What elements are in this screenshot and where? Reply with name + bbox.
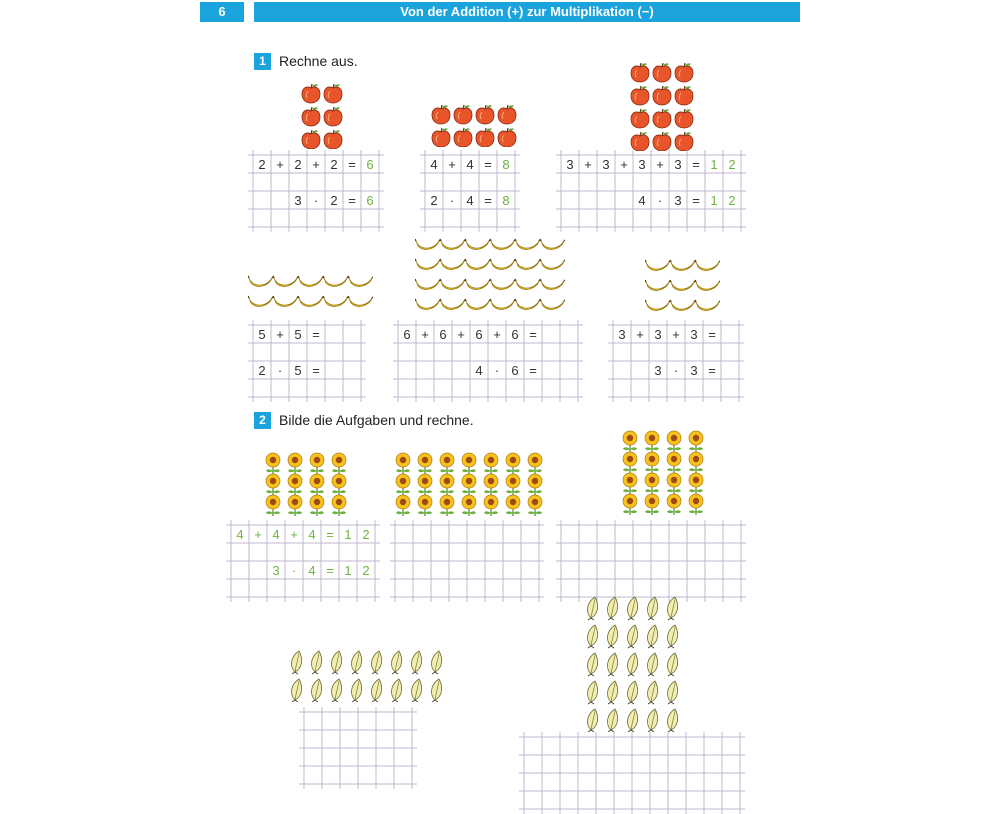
apple-icon [454, 128, 472, 147]
task-1-exercise-1-line1-cell: = [348, 157, 356, 172]
apple-icon [302, 84, 320, 103]
task-1-exercise-6-picture [645, 257, 720, 312]
apple-icon [302, 130, 320, 149]
flower-icon [266, 474, 280, 495]
flower-icon [645, 452, 659, 473]
task-1-exercise-1-line1-cell: + [312, 157, 320, 172]
leaf-icon [668, 709, 678, 732]
task-1-exercise-6-line1-cell: 3 [690, 327, 698, 342]
leaf-icon [412, 679, 422, 702]
apple-icon [653, 63, 671, 82]
flower-icon [332, 453, 346, 474]
flower-icon [645, 494, 659, 515]
leaf-icon [628, 653, 638, 676]
leaf-icon [628, 681, 638, 704]
task-1-exercise-1-picture [301, 83, 343, 149]
task-1-exercise-5-line2-cell: = [529, 363, 537, 378]
flower-icon [332, 495, 346, 516]
flower-icon [440, 453, 454, 474]
task-1-exercise-2-line2-cell: 8 [502, 193, 510, 208]
task-1-exercise-3-line1-cell: 3 [638, 157, 646, 172]
banana-icon [465, 279, 490, 289]
task-1-exercise-4-line2-cell: 2 [258, 363, 266, 378]
flower-icon [418, 474, 432, 495]
task-1-exercise-2-line2-cell: 2 [430, 193, 438, 208]
banana-icon [415, 299, 440, 309]
leaf-icon [392, 651, 402, 674]
banana-icon [298, 276, 323, 286]
banana-icon [273, 276, 298, 286]
task-2-exercise-1-line1-cell: + [290, 527, 298, 542]
task-2-exercise-1-line2-cell: 3 [272, 563, 280, 578]
banana-icon [515, 299, 540, 309]
banana-icon [645, 280, 670, 290]
task-1-exercise-5-line1-cell: + [493, 327, 501, 342]
apple-icon [653, 109, 671, 128]
task-2-exercise-1-line2-cell: 4 [308, 563, 316, 578]
task-1-exercise-5-line1-cell: 6 [439, 327, 447, 342]
task-1-exercise-3-line2-cell: = [692, 193, 700, 208]
task-1-exercise-3-line1-cell: + [656, 157, 664, 172]
task-2-exercise-1-line2-cell: · [291, 563, 297, 578]
leaf-icon [588, 625, 598, 648]
leaf-icon [312, 651, 322, 674]
leaf-icon [668, 653, 678, 676]
task-1-exercise-3-line1-cell: 3 [602, 157, 610, 172]
flower-icon [623, 452, 637, 473]
leaf-icon [432, 651, 442, 674]
flower-icon [528, 474, 542, 495]
page-title: Von der Addition (+) zur Multiplikation (−) [254, 2, 800, 22]
flower-icon [332, 474, 346, 495]
leaf-icon [648, 653, 658, 676]
task-2-number: 2 [254, 412, 271, 429]
apple-icon [302, 107, 320, 126]
task-1-exercise-3-line1-cell: 3 [674, 157, 682, 172]
task-1-exercise-1-line2-cell: · [313, 193, 319, 208]
task-2-exercise-1-line1-cell: = [326, 527, 334, 542]
apple-icon [675, 109, 693, 128]
apple-icon [631, 109, 649, 128]
leaf-icon [312, 679, 322, 702]
task-1-exercise-1-line1-cell: 2 [330, 157, 338, 172]
task-2-exercise-1-line2-cell: 2 [362, 563, 370, 578]
task-2-exercise-4-picture [289, 650, 445, 702]
flower-icon [440, 495, 454, 516]
leaf-icon [608, 653, 618, 676]
apple-icon [324, 107, 342, 126]
task-2-exercise-5-grid [519, 732, 745, 814]
task-2-exercise-4-grid [299, 707, 417, 789]
flower-icon [440, 474, 454, 495]
flower-icon [667, 452, 681, 473]
banana-icon [440, 299, 465, 309]
task-1-exercise-3-line1-cell: 2 [728, 157, 736, 172]
leaf-icon [392, 679, 402, 702]
flower-icon [506, 453, 520, 474]
apple-icon [476, 128, 494, 147]
banana-icon [645, 260, 670, 270]
leaf-icon [352, 679, 362, 702]
flower-icon [462, 453, 476, 474]
task-1-exercise-2-line2-cell: · [449, 193, 455, 208]
apple-icon [675, 63, 693, 82]
flower-icon [528, 453, 542, 474]
banana-icon [540, 299, 565, 309]
banana-icon [490, 299, 515, 309]
task-1-exercise-5-line1-cell: + [421, 327, 429, 342]
banana-icon [440, 279, 465, 289]
leaf-icon [608, 709, 618, 732]
task-2-exercise-5-picture [585, 596, 681, 732]
task-2-instruction: Bilde die Aufgaben und rechne. [279, 412, 474, 428]
banana-icon [695, 300, 720, 310]
flower-icon [506, 474, 520, 495]
leaf-icon [608, 681, 618, 704]
apple-icon [476, 105, 494, 124]
task-1-exercise-4-line1-cell: = [312, 327, 320, 342]
banana-icon [645, 300, 670, 310]
banana-icon [490, 279, 515, 289]
leaf-icon [648, 625, 658, 648]
banana-icon [348, 276, 373, 286]
flower-icon [266, 495, 280, 516]
banana-icon [440, 239, 465, 249]
banana-icon [465, 299, 490, 309]
leaf-icon [628, 597, 638, 620]
task-1-exercise-5-picture [415, 236, 565, 311]
task-1-exercise-1-line2-cell: = [348, 193, 356, 208]
task-1-exercise-1-line1-cell: 2 [294, 157, 302, 172]
leaf-icon [372, 651, 382, 674]
task-1-exercise-6-line2-cell: 3 [654, 363, 662, 378]
flower-icon [418, 453, 432, 474]
banana-icon [348, 296, 373, 306]
apple-icon [432, 128, 450, 147]
flower-icon [266, 453, 280, 474]
task-2-exercise-2-grid [390, 520, 544, 602]
flower-icon [288, 495, 302, 516]
flower-icon [418, 495, 432, 516]
task-1-exercise-3-line2-cell: 2 [728, 193, 736, 208]
task-1-exercise-5-line2-cell: · [494, 363, 500, 378]
banana-icon [540, 259, 565, 269]
flower-icon [310, 495, 324, 516]
task-1-exercise-5-line1-cell: + [457, 327, 465, 342]
apple-icon [631, 63, 649, 82]
task-2-exercise-1-picture [263, 452, 349, 516]
apple-icon [498, 128, 516, 147]
task-1-exercise-3-picture [630, 62, 694, 151]
task-1-exercise-3-line2-cell: · [657, 193, 663, 208]
flower-icon [645, 473, 659, 494]
flower-icon [462, 495, 476, 516]
task-1-exercise-4-line1-cell: 5 [258, 327, 266, 342]
apple-icon [324, 130, 342, 149]
task-1-exercise-2-line1-cell: 4 [466, 157, 474, 172]
task-2-exercise-1-line1-cell: 1 [344, 527, 352, 542]
task-1-exercise-4-picture [248, 273, 373, 308]
apple-icon [653, 132, 671, 151]
flower-icon [623, 431, 637, 452]
flower-icon [288, 474, 302, 495]
task-1-exercise-2-line2-cell: = [484, 193, 492, 208]
banana-icon [695, 260, 720, 270]
leaf-icon [648, 681, 658, 704]
task-1-exercise-2-picture [431, 104, 517, 147]
task-1-exercise-6-line2-cell: = [708, 363, 716, 378]
banana-icon [540, 239, 565, 249]
task-1-exercise-3-line1-cell: 1 [710, 157, 718, 172]
flower-icon [462, 474, 476, 495]
task-1-exercise-1-line2-cell: 2 [330, 193, 338, 208]
apple-icon [675, 132, 693, 151]
leaf-icon [588, 653, 598, 676]
banana-icon [273, 296, 298, 306]
apple-icon [498, 105, 516, 124]
flower-icon [645, 431, 659, 452]
task-1-exercise-5-line1-cell: 6 [511, 327, 519, 342]
task-2-exercise-1-line2-cell: 1 [344, 563, 352, 578]
banana-icon [670, 260, 695, 270]
banana-icon [415, 259, 440, 269]
flower-icon [484, 474, 498, 495]
flower-icon [310, 474, 324, 495]
task-1-exercise-6-line1-cell: + [636, 327, 644, 342]
task-1-exercise-3-line2-cell: 1 [710, 193, 718, 208]
task-1-exercise-5-line1-cell: 6 [403, 327, 411, 342]
task-1-exercise-1-line1-cell: 6 [366, 157, 374, 172]
task-2-exercise-1-line2-cell: = [326, 563, 334, 578]
apple-icon [631, 86, 649, 105]
task-1-exercise-6-line1-cell: 3 [654, 327, 662, 342]
flower-icon [667, 473, 681, 494]
task-1-exercise-1-line2-cell: 6 [366, 193, 374, 208]
task-2-exercise-1-line1-cell: 4 [308, 527, 316, 542]
task-1-exercise-2-line2-cell: 4 [466, 193, 474, 208]
task-1-exercise-6-line1-cell: = [708, 327, 716, 342]
task-1-exercise-3-line2-cell: 4 [638, 193, 646, 208]
flower-icon [667, 494, 681, 515]
banana-icon [490, 239, 515, 249]
banana-icon [248, 276, 273, 286]
leaf-icon [292, 679, 302, 702]
task-1-exercise-3-line1-cell: 3 [566, 157, 574, 172]
task-1-exercise-5-line2-cell: 4 [475, 363, 483, 378]
task-2-exercise-3-grid [556, 520, 746, 602]
flower-icon [623, 494, 637, 515]
flower-icon [396, 495, 410, 516]
task-1-number: 1 [254, 53, 271, 70]
flower-icon [506, 495, 520, 516]
leaf-icon [648, 597, 658, 620]
leaf-icon [648, 709, 658, 732]
leaf-icon [588, 597, 598, 620]
task-1-exercise-2-line1-cell: 8 [502, 157, 510, 172]
flower-icon [623, 473, 637, 494]
task-2-exercise-1-line1-cell: 4 [236, 527, 244, 542]
task-2-exercise-3-picture [620, 430, 706, 515]
leaf-icon [628, 709, 638, 732]
flower-icon [484, 453, 498, 474]
task-1-exercise-4-line1-cell: 5 [294, 327, 302, 342]
banana-icon [670, 280, 695, 290]
task-1-exercise-2-line1-cell: + [448, 157, 456, 172]
task-1-exercise-3-line1-cell: + [620, 157, 628, 172]
leaf-icon [608, 625, 618, 648]
task-1-exercise-4-line2-cell: 5 [294, 363, 302, 378]
banana-icon [695, 280, 720, 290]
apple-icon [675, 86, 693, 105]
apple-icon [324, 84, 342, 103]
task-1-exercise-6-line1-cell: + [672, 327, 680, 342]
leaf-icon [412, 651, 422, 674]
task-1-exercise-6-line1-cell: 3 [618, 327, 626, 342]
flower-icon [689, 431, 703, 452]
task-1-exercise-2-line1-cell: = [484, 157, 492, 172]
task-1-exercise-5-line1-cell: = [529, 327, 537, 342]
banana-icon [415, 239, 440, 249]
banana-icon [515, 259, 540, 269]
flower-icon [689, 494, 703, 515]
leaf-icon [432, 679, 442, 702]
flower-icon [689, 473, 703, 494]
banana-icon [490, 259, 515, 269]
leaf-icon [332, 679, 342, 702]
leaf-icon [352, 651, 362, 674]
task-1-exercise-1-line2-cell: 3 [294, 193, 302, 208]
leaf-icon [668, 625, 678, 648]
task-1-exercise-5-line2-cell: 6 [511, 363, 519, 378]
flower-icon [396, 474, 410, 495]
task-2-exercise-2-picture [393, 452, 545, 516]
task-2-exercise-1-line1-cell: + [254, 527, 262, 542]
banana-icon [298, 296, 323, 306]
leaf-icon [668, 597, 678, 620]
banana-icon [323, 276, 348, 286]
apple-icon [653, 86, 671, 105]
banana-icon [515, 239, 540, 249]
task-1-exercise-1-line1-cell: + [276, 157, 284, 172]
task-2-exercise-1-line1-cell: 2 [362, 527, 370, 542]
task-1-exercise-4-line2-cell: · [277, 363, 283, 378]
apple-icon [432, 105, 450, 124]
leaf-icon [292, 651, 302, 674]
flower-icon [528, 495, 542, 516]
leaf-icon [668, 681, 678, 704]
leaf-icon [588, 709, 598, 732]
leaf-icon [588, 681, 598, 704]
apple-icon [631, 132, 649, 151]
flower-icon [396, 453, 410, 474]
leaf-icon [372, 679, 382, 702]
banana-icon [415, 279, 440, 289]
leaf-icon [608, 597, 618, 620]
flower-icon [288, 453, 302, 474]
task-1-exercise-3-line1-cell: = [692, 157, 700, 172]
banana-icon [670, 300, 695, 310]
task-1-exercise-6-line2-cell: 3 [690, 363, 698, 378]
task-1-exercise-4-line1-cell: + [276, 327, 284, 342]
task-1-exercise-5-line1-cell: 6 [475, 327, 483, 342]
task-1-exercise-2-line1-cell: 4 [430, 157, 438, 172]
page-number: 6 [200, 2, 244, 22]
task-1-instruction: Rechne aus. [279, 53, 358, 69]
task-1-exercise-3-line1-cell: + [584, 157, 592, 172]
flower-icon [484, 495, 498, 516]
flower-icon [310, 453, 324, 474]
flower-icon [689, 452, 703, 473]
banana-icon [465, 259, 490, 269]
task-1-exercise-6-line2-cell: · [673, 363, 679, 378]
apple-icon [454, 105, 472, 124]
task-1-exercise-3-line2-cell: 3 [674, 193, 682, 208]
flower-icon [667, 431, 681, 452]
leaf-icon [628, 625, 638, 648]
leaf-icon [332, 651, 342, 674]
task-1-exercise-4-line2-cell: = [312, 363, 320, 378]
banana-icon [515, 279, 540, 289]
task-2-exercise-1-line1-cell: 4 [272, 527, 280, 542]
banana-icon [440, 259, 465, 269]
banana-icon [248, 296, 273, 306]
banana-icon [323, 296, 348, 306]
task-1-exercise-1-line1-cell: 2 [258, 157, 266, 172]
banana-icon [540, 279, 565, 289]
banana-icon [465, 239, 490, 249]
